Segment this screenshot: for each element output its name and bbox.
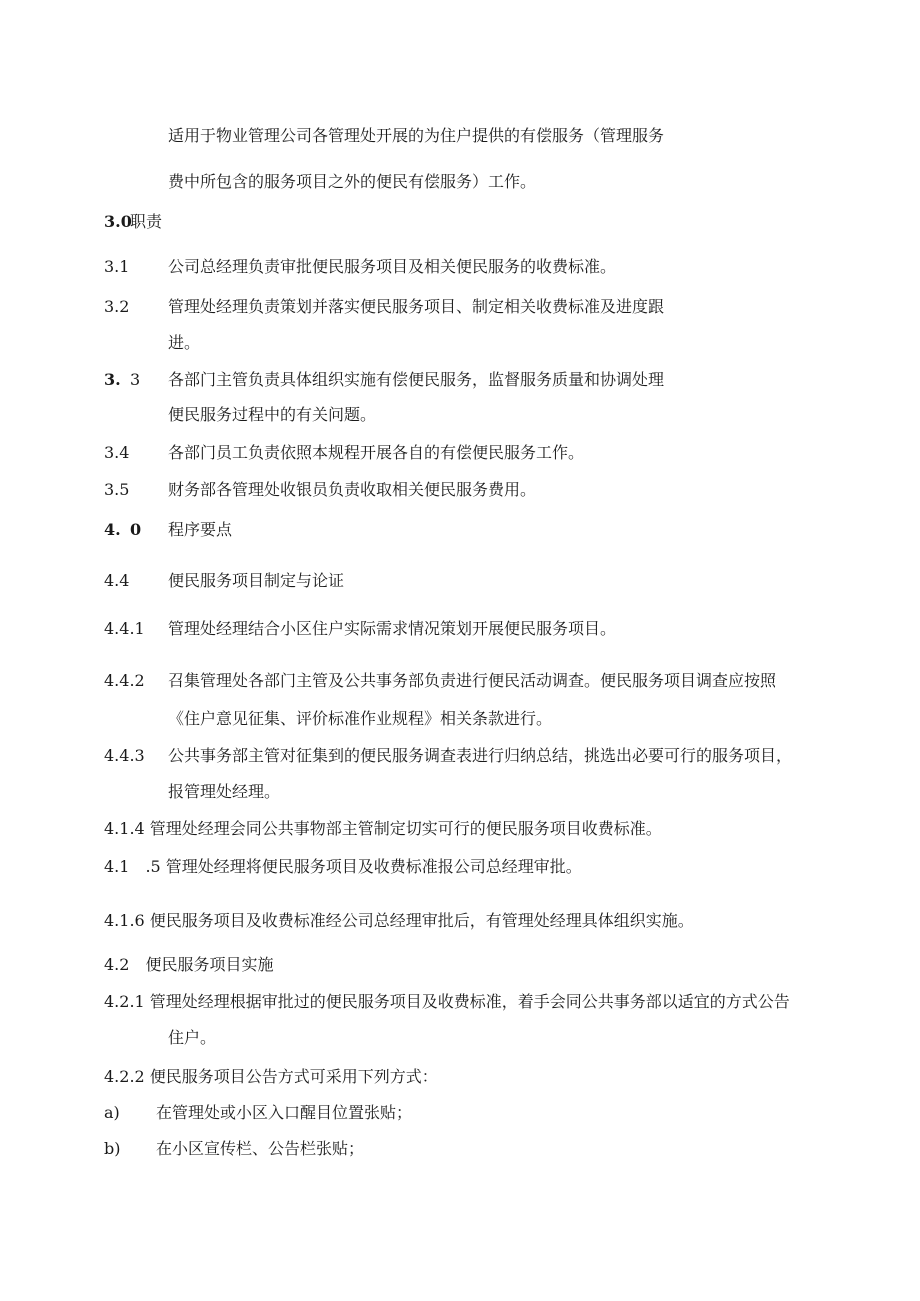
item-3-2-text-1: 管理处经理负责策划并落实便民服务项目、制定相关收费标准及进度跟 [168, 297, 665, 316]
item-4-4-3-number: 4.4.3 [104, 746, 145, 765]
item-3-3-number-a: 3. [104, 370, 121, 389]
item-3-3-text-1: 各部门主管负责具体组织实施有偿便民服务，监督服务质量和协调处理 [168, 370, 665, 389]
section-4-number-b: 0 [130, 520, 142, 539]
item-4-4-3-text-1: 公共事务部主管对征集到的便民服务调查表进行归纳总结，挑选出必要可行的服务项目， [168, 746, 793, 765]
item-4-4-2-text-1: 召集管理处各部门主管及公共事务部负责进行便民活动调查。便民服务项目调查应按照 [168, 671, 777, 690]
section-4-heading: 程序要点 [168, 520, 233, 539]
item-3-5-number: 3.5 [104, 480, 130, 499]
item-4-1-4: 4.1.4 管理处经理会同公共事物部主管制定切实可行的便民服务项目收费标准。 [104, 819, 662, 838]
item-3-4-text: 各部门员工负责依照本规程开展各自的有偿便民服务工作。 [168, 443, 585, 462]
item-3-1-text: 公司总经理负责审批便民服务项目及相关便民服务的收费标准。 [168, 257, 617, 276]
scope-line-1: 适用于物业管理公司各管理处开展的为住户提供的有偿服务（管理服务 [168, 126, 665, 145]
item-4-4-number: 4.4 [104, 571, 130, 590]
item-4-1-6: 4.1.6 便民服务项目及收费标准经公司总经理审批后，有管理处经理具体组织实施。 [104, 911, 694, 930]
list-marker-a: a) [104, 1103, 120, 1122]
list-item-b: 在小区宣传栏、公告栏张贴； [156, 1139, 365, 1158]
item-4-4-2-text-2: 《住户意见征集、评价标准作业规程》相关条款进行。 [168, 709, 553, 728]
item-4-4-text: 便民服务项目制定与论证 [168, 571, 345, 590]
item-3-3-number-b: 3 [130, 370, 141, 389]
list-marker-b: b) [104, 1139, 121, 1158]
section-3-heading: 职责 [130, 212, 163, 231]
item-3-3-text-2: 便民服务过程中的有关问题。 [168, 405, 377, 424]
item-3-5-text: 财务部各管理处收银员负责收取相关便民服务费用。 [168, 480, 537, 499]
section-4-number-a: 4. [104, 520, 121, 539]
item-4-1-5: 4.1 .5 管理处经理将便民服务项目及收费标准报公司总经理审批。 [104, 857, 582, 876]
item-4-4-3-text-2: 报管理处经理。 [168, 782, 281, 801]
item-4-4-1-number: 4.4.1 [104, 619, 145, 638]
item-4-2-2: 4.2.2 便民服务项目公告方式可采用下列方式： [104, 1067, 438, 1086]
item-4-4-2-number: 4.4.2 [104, 671, 145, 690]
item-3-1-number: 3.1 [104, 257, 130, 276]
section-3-number: 3.0 [104, 212, 132, 231]
item-4-2-1-text-2: 住户。 [168, 1028, 217, 1047]
item-4-2-heading: 4.2 便民服务项目实施 [104, 955, 274, 974]
item-4-2-1-text-1: 4.2.1 管理处经理根据审批过的便民服务项目及收费标准，着手会同公共事务部以适宜的方式公告 [104, 992, 790, 1011]
scope-line-2: 费中所包含的服务项目之外的便民有偿服务）工作。 [168, 172, 537, 191]
item-3-2-text-2: 进。 [168, 333, 201, 352]
item-3-2-number: 3.2 [104, 297, 130, 316]
item-3-4-number: 3.4 [104, 443, 130, 462]
item-4-4-1-text: 管理处经理结合小区住户实际需求情况策划开展便民服务项目。 [168, 619, 617, 638]
list-item-a: 在管理处或小区入口醒目位置张贴； [156, 1103, 413, 1122]
